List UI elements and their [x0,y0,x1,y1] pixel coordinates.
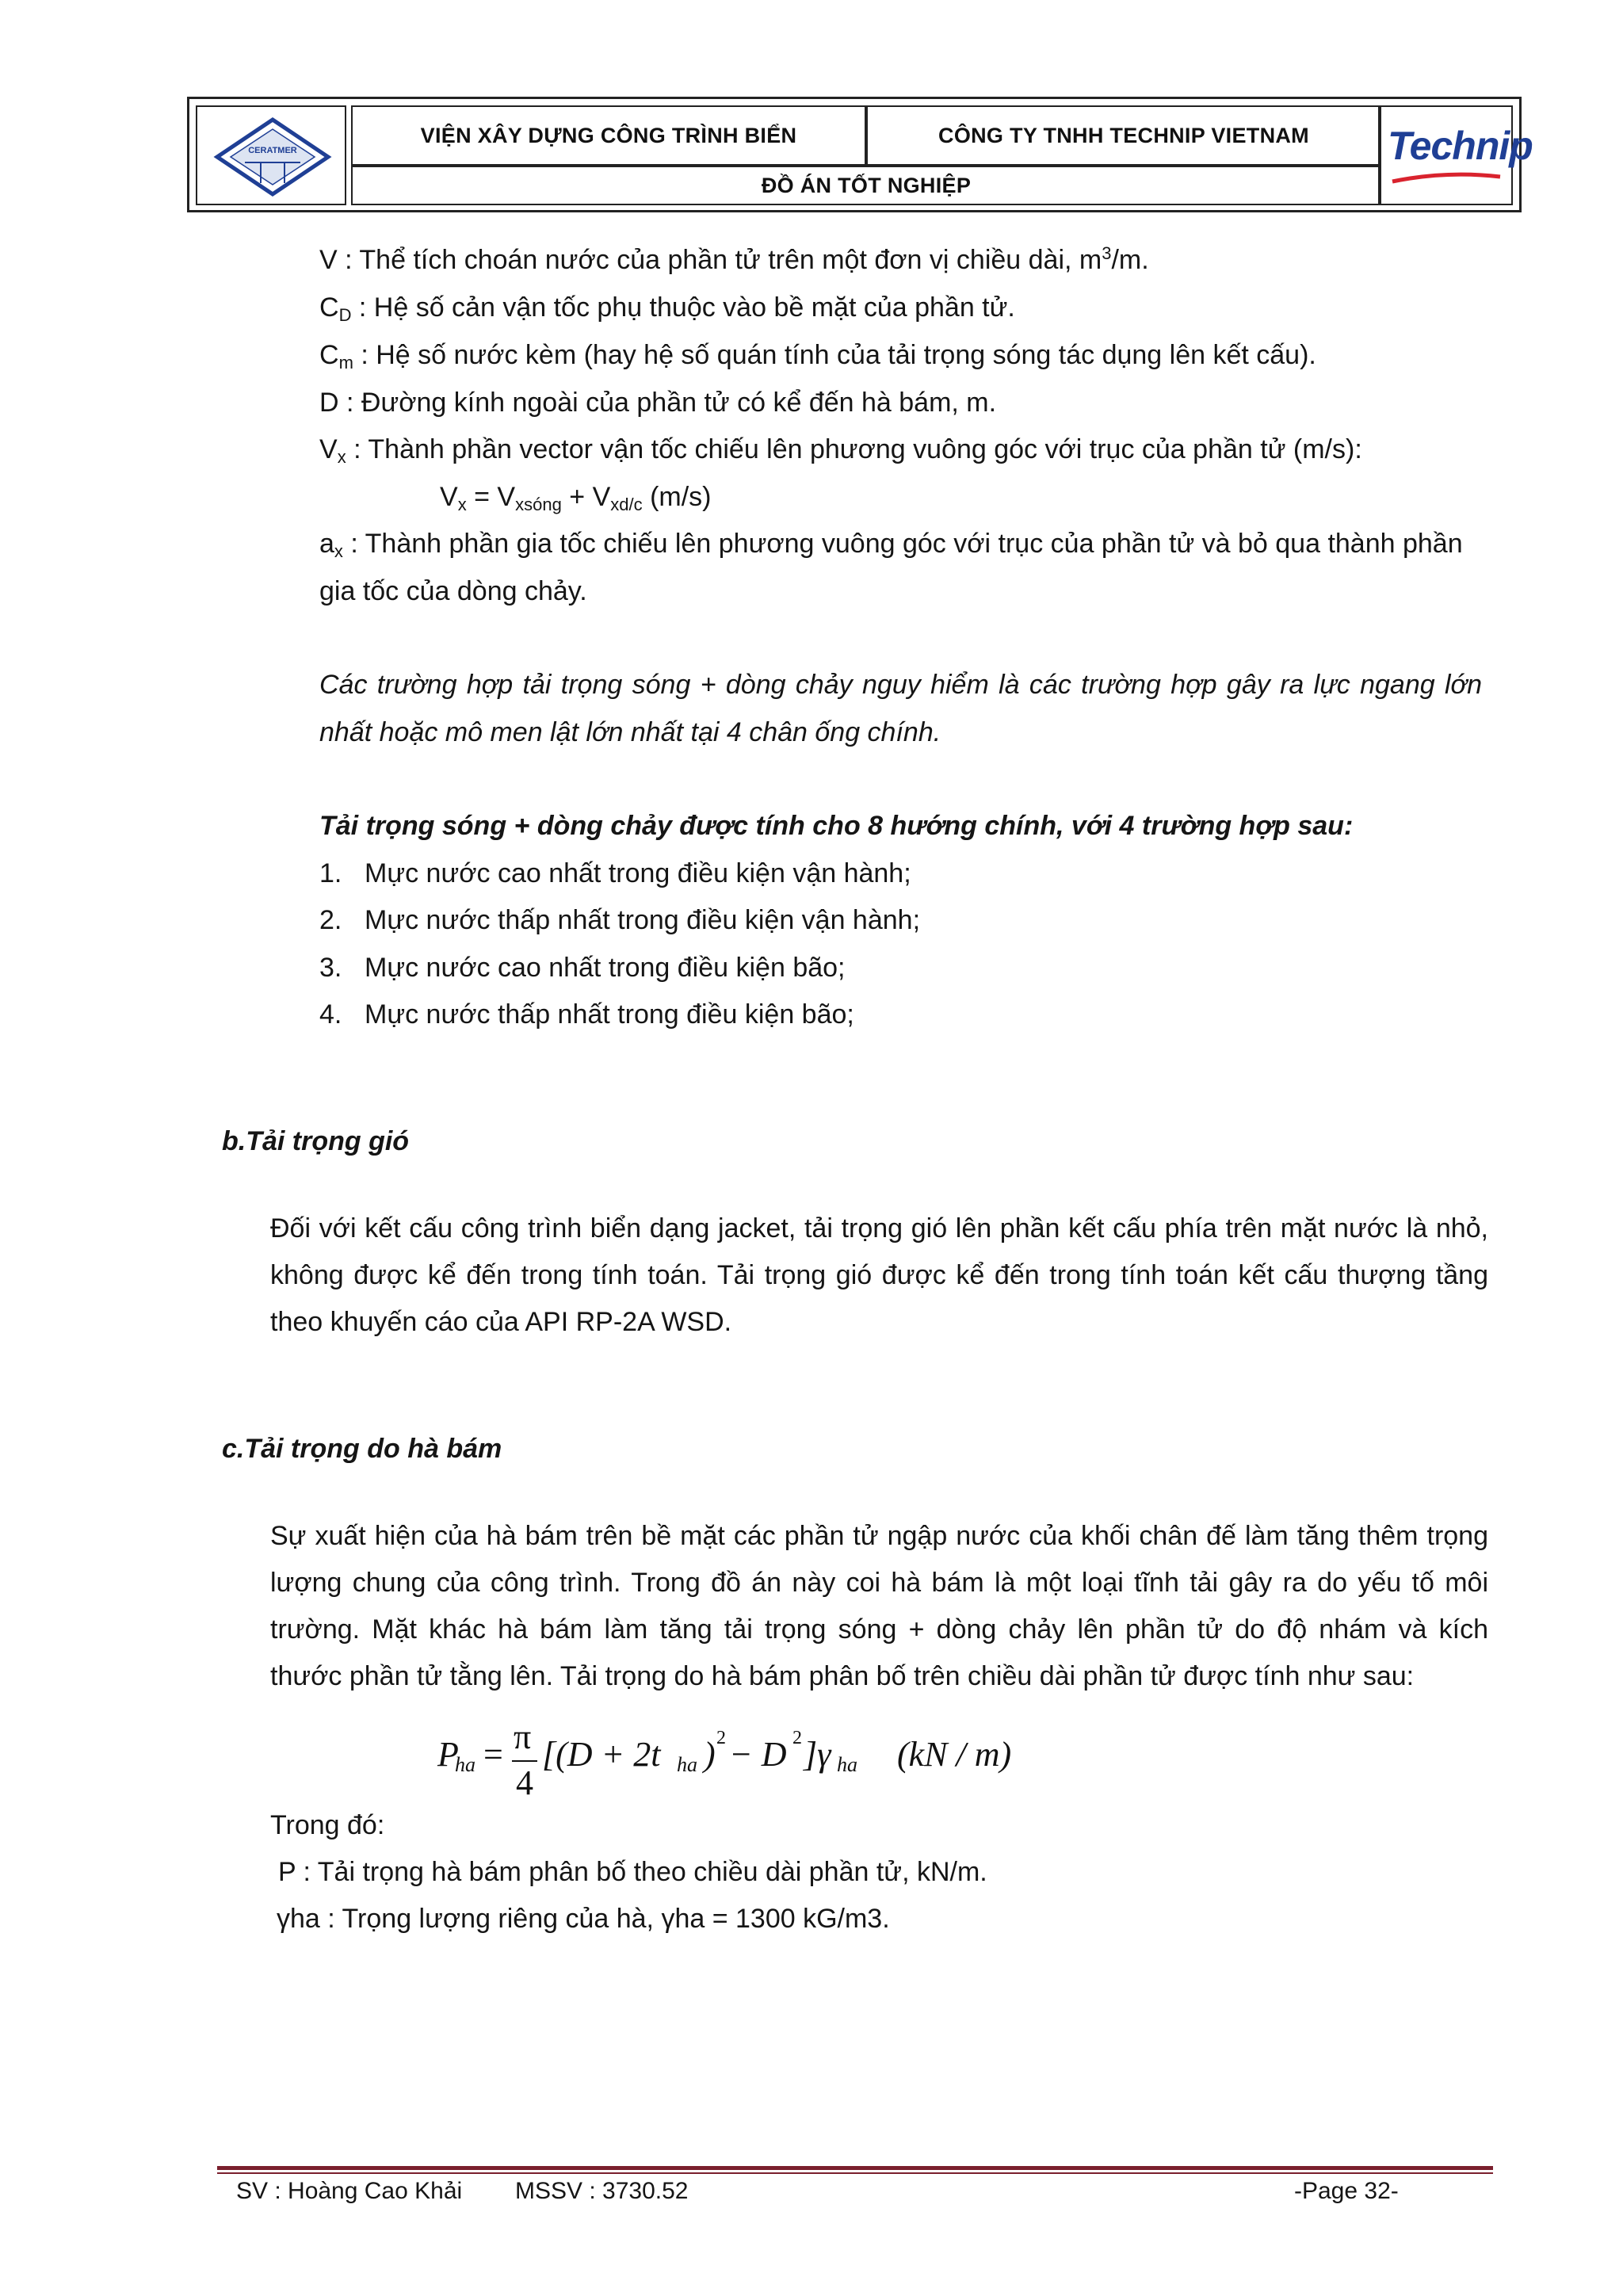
formula-gamma-sub: ha [837,1753,857,1776]
diamond-logo-icon [213,113,332,201]
formula-lhs-sub: ha [455,1753,475,1776]
swoosh-icon [1391,172,1502,185]
paragraph-line: thước phần tử tằng lên. Tải trọng do hà bám phân bố trên chiều dài phần tử được tính như sau: [270,1661,1415,1691]
def-gamma: γha : Trọng lượng riêng của hà, γha = 1300 kG/m3. [277,1904,890,1934]
list-item [319,858,342,890]
formula-square: 2 [716,1728,726,1748]
definition-text: : Thành phần vector vận tốc chiếu lên phương vuông góc với trục của phần tử (m/s): [346,434,1362,464]
section-c-title: c.Tải trọng do hà bám [222,1434,502,1464]
subscript: D [338,305,352,325]
fouling-load-formula [437,1717,1024,1804]
superscript: 3 [1102,243,1112,263]
symbol: V [319,245,338,275]
paragraph-line: Sự xuất hiện của hà bám trên bề mặt các phần tử ngập nước của khối chân đế làm tăng thêm trọng [270,1521,1488,1551]
footer-student: SV : Hoàng Cao Khải [236,2178,463,2204]
list-item-text: Mực nước thấp nhất trong điều kiện bão; [365,999,854,1030]
formula-pi: π [514,1717,532,1756]
list-item-text: Mực nước thấp nhất trong điều kiện vận hành; [365,905,921,935]
page-header [187,97,1533,212]
subscript: x [334,541,343,561]
list-item-text: Mực nước cao nhất trong điều kiện vận hành; [365,858,911,888]
eq-subscript: x [457,495,467,514]
header-company-cell [866,105,1381,166]
paragraph-line: theo khuyến cáo của API RP-2A WSD. [270,1307,732,1337]
cases-heading: Tải trọng sóng + dòng chảy được tính cho 8 hướng chính, với 4 trường hợp sau: [319,811,1354,841]
paragraph-line: không được kể đến trong tính toán. Tải trọng gió được kể đến trong tính toán kết cấu thượng tầng [270,1260,1488,1290]
footer-rule [217,2166,1493,2170]
footer-page-number: -Page 32- [1294,2178,1399,2204]
formula-unit: (kN / m) [897,1735,1012,1774]
company-name: CÔNG TY TNHH TECHNIP VIETNAM [938,123,1309,147]
list-item [319,904,342,937]
formula-body: [(D + 2t [542,1735,661,1774]
document-title: ĐỒ ÁN TỐT NGHIỆP [761,173,972,197]
definition-text: : Thành phần gia tốc chiếu lên phương vuông góc với trục của phần tử và bỏ qua thành phần [342,529,1463,559]
formula-minus-d: − D [729,1735,787,1774]
formula-lhs: P [437,1735,459,1774]
footer-rule-thin [217,2172,1493,2174]
note-line: Các trường hợp tải trọng sóng + dòng chảy nguy hiểm là các trường hợp gây ra lực ngang lớn [319,670,1482,700]
def-vx [319,434,1362,468]
def-cm [319,339,1316,373]
paragraph-line: Đối với kết cấu công trình biển dạng jacket, tải trọng gió lên phần kết cấu phía trên mặt nước là nhỏ, [270,1213,1488,1244]
def-ax-cont: gia tốc của dòng chảy. [319,576,587,606]
formula-square: 2 [792,1728,802,1748]
paragraph-line: lượng chung của công trình. Trong đồ án này coi hà bám là một loại tĩnh tải gây ra do yếu tố môi [270,1568,1488,1598]
symbol: V [319,434,338,464]
formula-body-sub: ha [677,1753,697,1776]
symbol: C [319,292,339,323]
velocity-equation [440,481,712,515]
technip-logo [1378,105,1533,205]
def-ax [319,528,1463,562]
list-item-text: Mực nước cao nhất trong điều kiện bão; [365,953,846,983]
technip-wordmark: Technip [1388,124,1533,168]
symbol: a [319,529,334,559]
eq-unit: (m/s) [642,482,712,512]
header-institute-cell [351,105,866,166]
ceratmer-logo [196,105,346,205]
definition-text: : Thể tích choán nước của phần tử trên một đơn vị chiều dài, m [337,245,1102,275]
where-label: Trong đó: [270,1810,385,1840]
subscript: m [338,353,353,372]
list-item [319,999,342,1031]
header-title-cell [351,166,1381,205]
list-number: 2. [319,905,342,935]
fraction-bar [512,1760,537,1762]
list-number: 4. [319,999,342,1030]
formula-den: 4 [516,1763,533,1802]
definition-tail: /m. [1111,245,1149,275]
eq-subscript: xsóng [515,495,562,514]
eq-term: + V [561,482,611,512]
symbol: C [319,340,339,370]
section-b-title: b.Tải trọng gió [222,1126,410,1156]
formula-gamma: ]γ [804,1735,831,1774]
def-d: D : Đường kính ngoài của phần tử có kể đến hà bám, m. [319,388,997,418]
eq-subscript: xd/c [610,495,643,514]
eq-term: = V [466,482,516,512]
formula-body-close: ) [704,1735,716,1774]
def-v [319,244,1149,277]
logo-text: CERATMER [248,146,297,155]
list-item [319,952,342,984]
subscript: x [337,447,346,467]
paragraph-line: trường. Mặt khác hà bám làm tăng tải trọng sóng + dòng chảy lên phần tử do độ nhám và kích [270,1614,1488,1645]
def-p: P : Tải trọng hà bám phân bố theo chiều dài phần tử, kN/m. [278,1857,987,1887]
list-number: 1. [319,858,342,888]
definition-text: : Hệ số cản vận tốc phụ thuộc vào bề mặt của phần tử. [351,292,1015,323]
definition-text: : Hệ số nước kèm (hay hệ số quán tính của tải trọng sóng tác dụng lên kết cấu). [353,340,1316,370]
eq-term: V [440,482,458,512]
list-number: 3. [319,953,342,983]
footer-mssv: MSSV : 3730.52 [515,2178,689,2204]
def-cd [319,292,1015,326]
note-line: nhất hoặc mô men lật lớn nhất tại 4 chân ống chính. [319,717,941,747]
institute-name: VIỆN XÂY DỰNG CÔNG TRÌNH BIỂN [420,123,797,147]
formula-equals: = [483,1735,503,1774]
